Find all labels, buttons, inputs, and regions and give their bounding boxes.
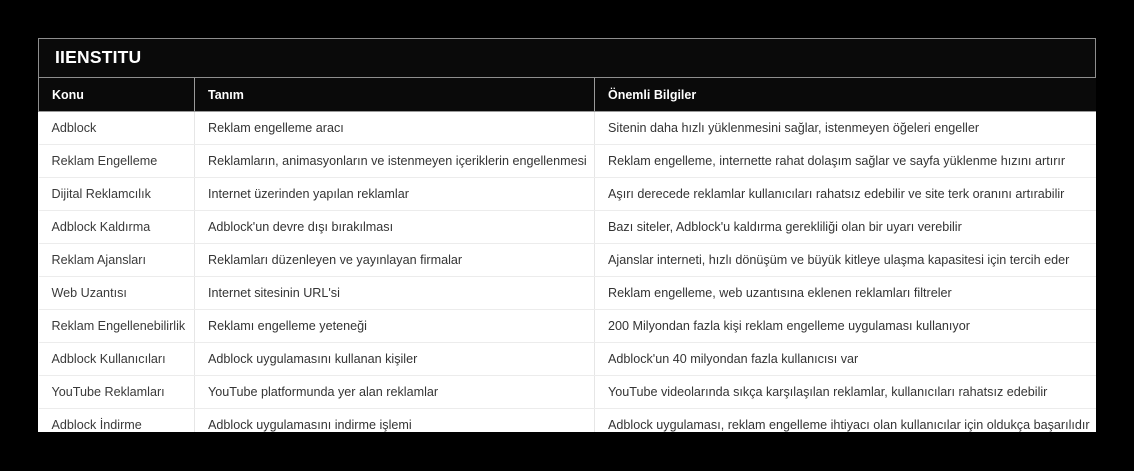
cell-konu: Adblock (39, 112, 195, 145)
cell-onemli: Reklam engelleme, internette rahat dolaşım sağlar ve sayfa yüklenme hızını artırır (595, 145, 1097, 178)
cell-tanim: Reklamı engelleme yeteneği (195, 310, 595, 343)
table-header-row (39, 78, 1097, 112)
table-row (39, 376, 1097, 409)
cell-tanim: Reklam engelleme aracı (195, 112, 595, 145)
cell-tanim: Internet sitesinin URL'si (195, 277, 595, 310)
column-header-onemli: Önemli Bilgiler (595, 78, 1097, 112)
cell-konu: Adblock Kullanıcıları (39, 343, 195, 376)
table-row (39, 343, 1097, 376)
table-row (39, 112, 1097, 145)
cell-onemli: 200 Milyondan fazla kişi reklam engelleme uygulaması kullanıyor (595, 310, 1097, 343)
cell-onemli: Ajanslar interneti, hızlı dönüşüm ve büyük kitleye ulaşma kapasitesi için tercih eder (595, 244, 1097, 277)
cell-tanim: Adblock uygulamasını kullanan kişiler (195, 343, 595, 376)
card-title-bar (38, 38, 1096, 78)
table-header (39, 78, 1097, 112)
cell-konu: YouTube Reklamları (39, 376, 195, 409)
table-body (39, 112, 1097, 433)
table-row (39, 277, 1097, 310)
table-row (39, 145, 1097, 178)
cell-tanim: Adblock'un devre dışı bırakılması (195, 211, 595, 244)
cell-konu: Web Uzantısı (39, 277, 195, 310)
cell-tanim: Internet üzerinden yapılan reklamlar (195, 178, 595, 211)
table-row (39, 409, 1097, 433)
cell-konu: Adblock İndirme (39, 409, 195, 433)
cell-tanim: Reklamları düzenleyen ve yayınlayan firmalar (195, 244, 595, 277)
cell-konu: Dijital Reklamcılık (39, 178, 195, 211)
table-row (39, 178, 1097, 211)
cell-tanim: Adblock uygulamasını indirme işlemi (195, 409, 595, 433)
cell-onemli: Adblock uygulaması, reklam engelleme ihtiyacı olan kullanıcılar için oldukça başarılıdır (595, 409, 1097, 433)
cell-konu: Adblock Kaldırma (39, 211, 195, 244)
cell-onemli: Bazı siteler, Adblock'u kaldırma gerekliliği olan bir uyarı verebilir (595, 211, 1097, 244)
info-table (38, 78, 1096, 432)
column-header-tanim: Tanım (195, 78, 595, 112)
cell-tanim: Reklamların, animasyonların ve istenmeyen içeriklerin engellenmesi (195, 145, 595, 178)
cell-konu: Reklam Ajansları (39, 244, 195, 277)
cell-onemli: YouTube videolarında sıkça karşılaşılan reklamlar, kullanıcıları rahatsız edebilir (595, 376, 1097, 409)
cell-onemli: Sitenin daha hızlı yüklenmesini sağlar, istenmeyen öğeleri engeller (595, 112, 1097, 145)
cell-tanim: YouTube platformunda yer alan reklamlar (195, 376, 595, 409)
brand-title: IIENSTITU (55, 47, 142, 68)
cell-konu: Reklam Engellenebilirlik (39, 310, 195, 343)
cell-onemli: Reklam engelleme, web uzantısına eklenen reklamları filtreler (595, 277, 1097, 310)
column-header-konu: Konu (39, 78, 195, 112)
cell-onemli: Adblock'un 40 milyondan fazla kullanıcısı var (595, 343, 1097, 376)
info-table-card (38, 38, 1096, 432)
table-row (39, 310, 1097, 343)
table-row (39, 244, 1097, 277)
cell-onemli: Aşırı derecede reklamlar kullanıcıları rahatsız edebilir ve site terk oranını artırabilir (595, 178, 1097, 211)
cell-konu: Reklam Engelleme (39, 145, 195, 178)
table-row (39, 211, 1097, 244)
